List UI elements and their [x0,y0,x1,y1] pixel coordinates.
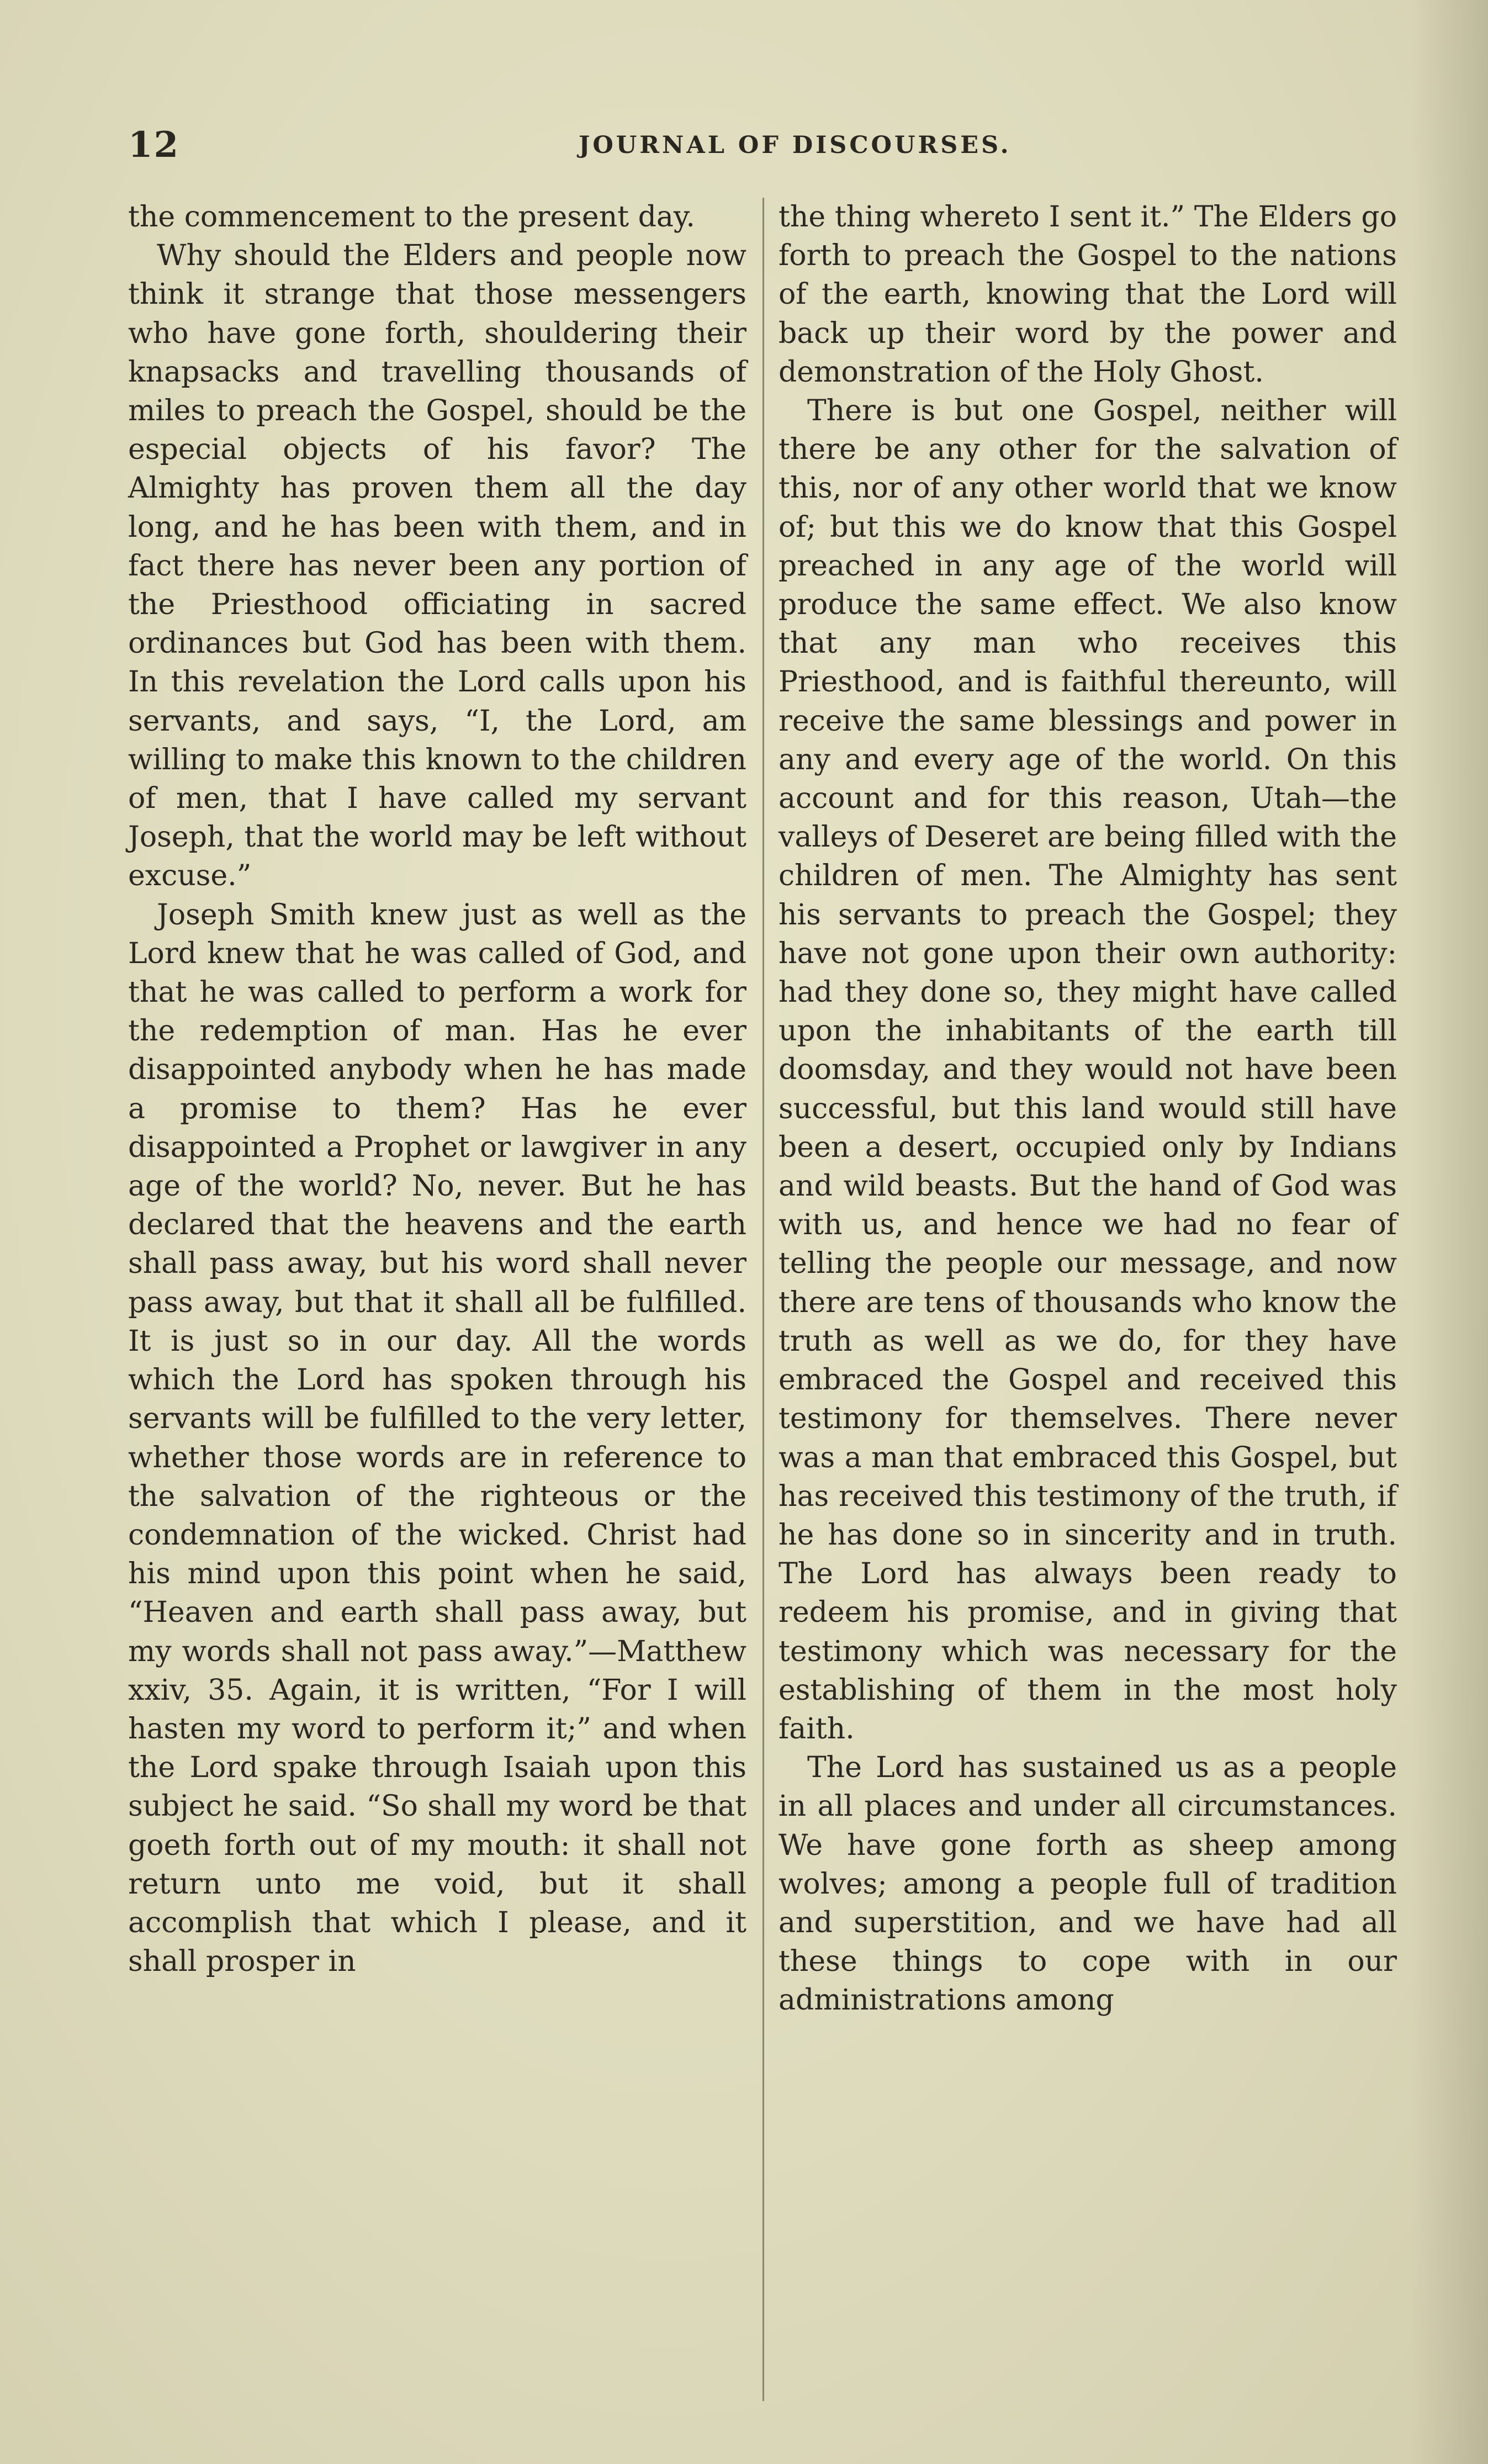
left-column [128,198,746,1981]
paragraph: There is but one Gospel, neither will there be any other for the salvation of this, nor of any other world that we know of; but this we do know that this Gospel preached in any age of the world will produce the same effect. We also know that any man who receives this Priesthood, and is faithful thereunto, will receive the same blessings and power in any and every age of the world. On this account and for this reason, Utah—the valleys of Deseret are being filled with the children of men. The Almighty has sent his servants to preach the Gospel; they have not gone upon their own authority: had they done so, they might have called upon the inhabitants of the earth till doomsday, and they would not have been successful, but this land would still have been a desert, occupied only by Indians and wild beasts. But the hand of God was with us, and hence we had no fear of telling the people our message, and now there are tens of thousands who know the truth as well as we do, for they have embraced the Gospel and received this testimony for themselves. There never was a man that embraced this Gospel, but has received this testimony of the truth, if he has done so in sincerity and in truth. The Lord has always been ready to redeem his promise, and in giving that testimony which was necessary for the establishing of them in the most holy faith. [779,394,1397,1746]
paragraph: the thing whereto I sent it.” The Elders go forth to preach the Gospel to the nations of the earth, knowing that the Lord will back up their word by the power and demonstration of the Holy Ghost. [779,200,1397,389]
paragraph: Why should the Elders and people now think it strange that those messengers who have gone forth, shouldering their knapsacks and travelling thousands of miles to preach the Gospel, should be the especial objects of his favor? The Almighty has proven them all the day long, and he has been with them, and in fact there has never been any portion of the Priesthood officiating in sacred ordinances but God has been with them. In this revelation the Lord calls upon his servants, and says, “I, the Lord, am willing to make this known to the children of men, that I have called my servant Joseph, that the world may be left without excuse.” [128,239,746,893]
paragraph: The Lord has sustained us as a people in all places and under all circumstances. We have gone forth as sheep among wolves; among a people full of tradition and superstition, and we have had all these things to cope with in our administrations among [779,1751,1397,2017]
column-divider [762,198,764,2401]
page-number: 12 [128,124,180,166]
right-column [779,198,1397,2020]
paragraph: the commencement to the present day. [128,200,695,234]
page-edge-shadow [1411,0,1488,2464]
paragraph: Joseph Smith knew just as well as the Lord knew that he was called of God, and that he was called to perform a work for the redemption of man. Has he ever disappointed anybody when he has made a promise to them? Has he ever disappointed a Prophet or lawgiver in any age of the world? No, never. But he has declared that the heavens and the earth shall pass away, but his word shall never pass away, but that it shall all be fulfilled. It is just so in our day. All the words which the Lord has spoken through his servants will be fulfilled to the very letter, whether those words are in reference to the salvation of the righteous or the condemnation of the wicked. Christ had his mind upon this point when he said, “Heaven and earth shall pass away, but my words shall not pass away.”—Matthew xxiv, 35. Again, it is written, “For I will hasten my word to perform it;” and when the Lord spake through Isaiah upon this subject he said. “So shall my word be that goeth forth out of my mouth: it shall not return unto me void, but it shall accomplish that which I please, and it shall prosper in [128,898,746,1979]
running-head: JOURNAL OF DISCOURSES. [579,131,1012,159]
